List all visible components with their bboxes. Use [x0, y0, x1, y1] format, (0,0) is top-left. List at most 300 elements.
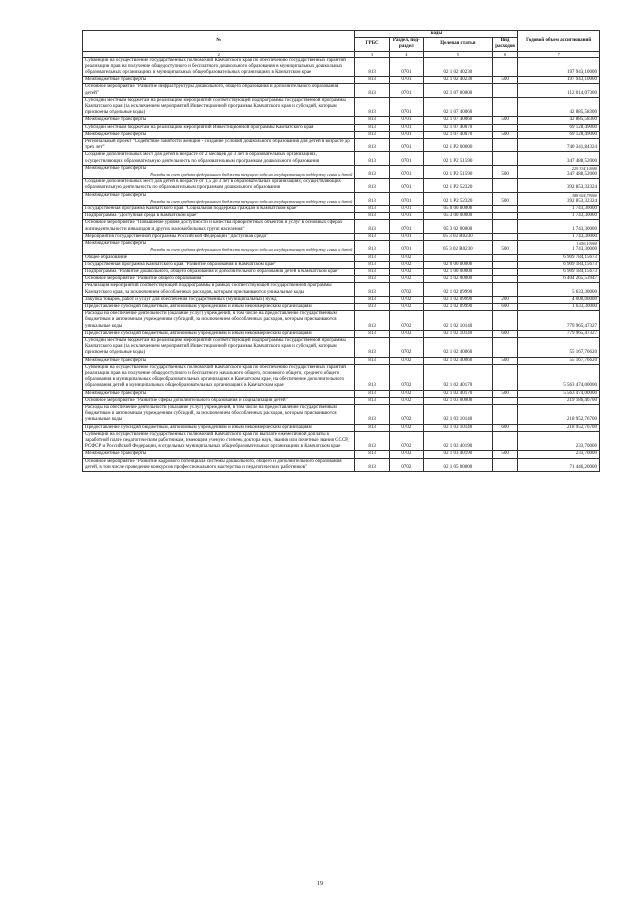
row-vid — [492, 131, 518, 138]
row-target-text: 02 1 07 40060 — [443, 117, 473, 123]
row-section — [389, 364, 423, 390]
row-name-text: Субвенции на осуществление государственных полномочий Камчатского края по обеспечению государственных гарантий реализации прав на получение общедоступного и бесплатного начального общего, основного общего, среднего общего образования в муниципальных общеобразовательных организациях в Камчатском крае, на обеспечение дополнительного образования детей в муниципальных общеобразовательных организациях в Камчатском крае — [85, 364, 346, 389]
row-section-text: 0701 — [401, 226, 412, 232]
header-section: Раздел, под-раздел — [389, 38, 423, 51]
row-vid — [492, 77, 518, 84]
row-name-text: Межбюджетные трансферты — [85, 117, 147, 123]
row-target — [424, 192, 493, 205]
row-amount — [518, 330, 600, 337]
row-amount-text: 6 909 184,15673 — [563, 261, 597, 267]
row-grbs-text: 813 — [368, 145, 376, 151]
row-name-text: Межбюджетные трансферты — [85, 357, 147, 363]
row-vid-text: 500 — [501, 131, 509, 137]
row-amount-text: 55 167,76620 — [569, 357, 597, 363]
row-name — [83, 424, 355, 431]
row-name — [83, 364, 355, 390]
row-name — [83, 397, 355, 404]
row-section-text: 0701 — [401, 117, 412, 123]
row-section — [389, 213, 423, 220]
row-target — [424, 404, 493, 424]
row-target — [424, 206, 493, 213]
row-target — [424, 276, 493, 283]
row-amount — [518, 97, 600, 117]
row-grbs-text: 813 — [368, 247, 376, 253]
row-target — [424, 431, 493, 451]
row-section-text: 0701 — [401, 70, 412, 76]
row-grbs-text: 813 — [368, 77, 376, 83]
row-amount — [518, 165, 600, 178]
row-target-text: 02 1 07 40060 — [443, 110, 473, 116]
row-grbs-text: 813 — [368, 117, 376, 123]
row-section — [389, 254, 423, 261]
row-target-text: 02 1 02 40060 — [443, 350, 473, 356]
row-vid — [492, 139, 518, 152]
row-target-text: 02 1 00 00000 — [443, 268, 473, 274]
row-grbs-text: 813 — [368, 158, 376, 164]
row-amount-text: 197 943,10000 — [567, 70, 597, 76]
row-target — [424, 311, 493, 331]
row-grbs-text: 813 — [368, 198, 376, 204]
row-vid — [492, 84, 518, 97]
row-amount — [518, 57, 600, 77]
row-amount — [518, 77, 600, 84]
row-name-text: Субвенции на осуществление государственных полномочий Камчатского края по обеспечению государственных гарантий реализации прав на получение общедоступного и бесплатного дошкольного образования в муниципальных дошкольных образовательных организациях и муниципальных общеобразовательных организациях в Камчатском крае — [85, 57, 346, 76]
header-vid: Вид расходов — [492, 38, 518, 51]
row-grbs — [355, 330, 389, 337]
row-vid-text: 600 — [501, 330, 509, 336]
table-row — [83, 283, 600, 296]
row-name-text: Субсидии местным бюджетам на реализацию мероприятий соответствующей подпрограммы государственной программы Камчатского края (за исключением мероприятий Инвестиционной программы Камчатского края и субсидий, которым присвоены отдельные коды) — [85, 97, 346, 116]
row-grbs-text: 813 — [368, 276, 376, 282]
table-row — [83, 97, 600, 117]
row-vid — [492, 296, 518, 303]
row-grbs-text: 813 — [368, 110, 376, 116]
table-row — [83, 131, 600, 138]
row-grbs-text: 813 — [368, 397, 376, 403]
row-target-text: 02 0 00 00000 — [443, 261, 473, 267]
row-target — [424, 296, 493, 303]
table-row — [83, 303, 600, 310]
row-target-text: 02 1 07 40070 — [443, 131, 473, 137]
table-row — [83, 139, 600, 152]
row-amount-text: 1 743,30000 — [572, 233, 597, 239]
row-vid-text: 500 — [501, 198, 509, 204]
table-row — [83, 213, 600, 220]
row-grbs — [355, 84, 389, 97]
row-grbs-text: 813 — [368, 90, 376, 96]
row-amount-text: 5 563 474,00000 — [563, 383, 597, 389]
row-section — [389, 404, 423, 424]
row-name-text: Мероприятия государственной программы Российской Федерации "Доступная среда" — [85, 233, 268, 239]
index-cell: 7 — [518, 51, 600, 57]
row-section-text: 0702 — [401, 464, 412, 470]
row-grbs-text: 813 — [368, 390, 376, 396]
row-amount-text: 392 853,32324 — [567, 185, 597, 191]
row-vid-text: 500 — [501, 77, 509, 83]
row-target — [424, 337, 493, 357]
row-name-text: Основное мероприятие "Повышение уровня доступности и качества приоритетных объектов и услуг в основных сферах жизнедеятельности инвалидов и других маломобильных групп населения" — [85, 220, 343, 232]
row-section-text: 0702 — [401, 330, 412, 336]
row-name — [83, 296, 355, 303]
row-amount-text: 112 014,07300 — [567, 90, 597, 96]
row-target-text: 02 1 P2 52320 — [443, 185, 473, 191]
row-vid — [492, 213, 518, 220]
row-vid — [492, 124, 518, 131]
row-name-text: Основное мероприятие "Развитие кадрового потенциала системы дошкольного, общего и дополнительного образования детей, в том числе проведение конкурсов профессионального мастерства и педагогических работников" — [85, 458, 342, 470]
row-target — [424, 220, 493, 233]
row-amount — [518, 233, 600, 240]
row-grbs-text: 813 — [368, 357, 376, 363]
row-name — [83, 283, 355, 296]
row-grbs-text: 813 — [368, 254, 376, 260]
row-target — [424, 357, 493, 364]
row-amount — [518, 311, 600, 331]
row-amount-text: 71 446,20000 — [569, 464, 597, 470]
row-target-text: 02 1 02 40060 — [443, 357, 473, 363]
row-section-text: 0702 — [401, 289, 412, 295]
row-name — [83, 254, 355, 261]
table-row — [83, 330, 600, 337]
row-amount-text: 5 563 474,00000 — [563, 390, 597, 396]
row-vid — [492, 451, 518, 458]
row-amount — [518, 84, 600, 97]
table-row — [83, 77, 600, 84]
row-note: Расходы за счет средств федерального бюджета текущего года на государственную поддержку семьи и детей — [150, 247, 353, 253]
row-amount-text: 218 952,76700 — [567, 417, 597, 423]
row-grbs — [355, 213, 389, 220]
row-target-text: 02 1 02 00000 — [443, 276, 473, 282]
row-name — [83, 117, 355, 124]
row-section-text: 0701 — [401, 77, 412, 83]
row-vid — [492, 206, 518, 213]
row-grbs — [355, 458, 389, 471]
row-name-text: Основное мероприятие "Развитие инфраструктуры дошкольного, общего образования и дополнительного образования детей" — [85, 84, 339, 96]
row-name — [83, 152, 355, 165]
row-vid — [492, 431, 518, 451]
row-vid-text: 500 — [501, 451, 509, 457]
row-grbs — [355, 404, 389, 424]
row-vid-text: 500 — [501, 172, 509, 178]
row-target-text: 05 0 00 00000 — [443, 206, 473, 212]
row-section-text: 0702 — [401, 357, 412, 363]
row-note-amount: 229 334,10000 — [571, 165, 597, 171]
row-name-text: Государственная программа Камчатского края "Социальная поддержка граждан в Камчатском крае" — [85, 206, 299, 212]
row-vid-text: 500 — [501, 247, 509, 253]
table-row — [83, 124, 600, 131]
row-target — [424, 117, 493, 124]
header-grbs: ГРБС — [355, 38, 389, 51]
row-target — [424, 84, 493, 97]
table-row — [83, 311, 600, 331]
table-row — [83, 254, 600, 261]
row-vid — [492, 165, 518, 178]
row-vid-text: 600 — [501, 303, 509, 309]
row-name — [83, 311, 355, 331]
row-name — [83, 124, 355, 131]
row-name — [83, 97, 355, 117]
table-row — [83, 431, 600, 451]
row-section — [389, 220, 423, 233]
row-section-text: 0702 — [401, 383, 412, 389]
row-section — [389, 152, 423, 165]
row-grbs — [355, 179, 389, 192]
row-amount — [518, 276, 600, 283]
row-target — [424, 233, 493, 240]
row-grbs — [355, 357, 389, 364]
row-section — [389, 268, 423, 275]
row-name — [83, 458, 355, 471]
row-target-text: 02 1 02 09990 — [443, 289, 473, 295]
row-target — [424, 390, 493, 397]
index-cell: 6 — [492, 51, 518, 57]
row-name-text: Межбюджетные трансферты — [85, 77, 147, 83]
row-section — [389, 233, 423, 240]
row-section-text: 0702 — [401, 254, 412, 260]
row-target-text: 02 1 02 40230 — [443, 70, 473, 76]
row-vid — [492, 283, 518, 296]
row-vid — [492, 337, 518, 357]
row-grbs — [355, 220, 389, 233]
row-note: Расходы за счет средств федерального бюджета текущего года на государственную поддержку семьи и детей — [150, 198, 353, 204]
row-section-text: 0701 — [401, 213, 412, 219]
table-row — [83, 364, 600, 390]
row-amount — [518, 213, 600, 220]
row-grbs-text: 813 — [368, 417, 376, 423]
row-grbs — [355, 57, 389, 77]
row-section — [389, 424, 423, 431]
row-name — [83, 431, 355, 451]
row-target — [424, 139, 493, 152]
row-section — [389, 124, 423, 131]
row-amount — [518, 283, 600, 296]
row-target — [424, 124, 493, 131]
row-section — [389, 276, 423, 283]
row-section-text: 0701 — [401, 206, 412, 212]
row-grbs-text: 813 — [368, 206, 376, 212]
table-body — [83, 57, 600, 471]
row-grbs — [355, 117, 389, 124]
row-grbs-text: 813 — [368, 226, 376, 232]
row-vid — [492, 152, 518, 165]
table-row — [83, 220, 600, 233]
row-amount-text: 347 488,52000 — [567, 172, 597, 178]
row-name-text: Предоставление субсидий бюджетным, автономным учреждениям и иным некоммерческим организациям — [85, 330, 312, 336]
row-amount-text: 6 404 265,53947 — [563, 276, 597, 282]
row-vid — [492, 117, 518, 124]
row-section-text: 0701 — [401, 198, 412, 204]
row-name — [83, 261, 355, 268]
row-section — [389, 97, 423, 117]
row-amount-text: 6 909 784,15673 — [563, 254, 597, 260]
row-target — [424, 131, 493, 138]
row-grbs — [355, 233, 389, 240]
row-grbs-text: 813 — [368, 330, 376, 336]
row-section-text: 0702 — [401, 276, 412, 282]
row-vid — [492, 192, 518, 205]
row-amount — [518, 179, 600, 192]
row-amount-text: 779 965,47327 — [567, 323, 597, 329]
row-name — [83, 57, 355, 77]
row-name-text: Межбюджетные трансферты — [85, 192, 147, 198]
row-amount — [518, 404, 600, 424]
row-name-text: Предоставление субсидий бюджетным, автономным учреждениям и иным некоммерческим организациям — [85, 424, 312, 430]
row-name-text: Общее образование — [85, 254, 127, 260]
row-vid-text: 500 — [501, 117, 509, 123]
row-section-text: 0701 — [401, 158, 412, 164]
row-grbs — [355, 424, 389, 431]
row-target-text: 02 1 02 40170 — [443, 383, 473, 389]
row-target — [424, 424, 493, 431]
row-amount — [518, 192, 600, 205]
row-name — [83, 268, 355, 275]
row-vid — [492, 179, 518, 192]
row-section-text: 0702 — [401, 451, 412, 457]
table-row — [83, 152, 600, 165]
table-row — [83, 451, 600, 458]
table-row — [83, 57, 600, 77]
table-row — [83, 261, 600, 268]
row-target — [424, 57, 493, 77]
row-target — [424, 165, 493, 178]
row-name — [83, 139, 355, 152]
row-name-text: Основное мероприятие "Развитие общего образования" — [85, 276, 204, 282]
row-amount-text: 1 743,30000 — [572, 226, 597, 232]
row-name — [83, 192, 355, 205]
row-grbs — [355, 254, 389, 261]
row-target-text: 02 1 03 40190 — [443, 451, 473, 457]
row-section-text: 0702 — [401, 417, 412, 423]
table-row — [83, 296, 600, 303]
row-vid — [492, 390, 518, 397]
row-name — [83, 179, 355, 192]
row-section — [389, 179, 423, 192]
table-row — [83, 84, 600, 97]
row-grbs — [355, 397, 389, 404]
row-section — [389, 165, 423, 178]
row-grbs-text: 813 — [368, 233, 376, 239]
table-row — [83, 165, 600, 178]
row-section-text: 0701 — [401, 124, 412, 130]
row-name — [83, 206, 355, 213]
row-name — [83, 303, 355, 310]
row-name-text: Создание дополнительных мест для детей в возрасте от 2 месяцев до 3 лет в образовательных организациях, осуществляющих образовательную деятельность по образовательным программам дошкольного образования — [85, 152, 319, 164]
row-section-text: 0702 — [401, 261, 412, 267]
row-grbs-text: 813 — [368, 383, 376, 389]
row-name — [83, 233, 355, 240]
row-name — [83, 213, 355, 220]
row-name-text: Субвенции на осуществление государственных полномочий Камчатского края по выплате ежемесячной доплаты к заработной плате педагогическим работникам, имеющим ученую степень доктора наук, звания или почетные звания СССР, РСФСР и Российской Федерации, в отдельных муниципальных общеобразовательных организациях в Камчатском крае — [85, 431, 349, 450]
row-note-amount: 1 656,10000 — [576, 241, 597, 247]
row-section — [389, 431, 423, 451]
row-vid — [492, 397, 518, 404]
row-section-text: 0702 — [401, 350, 412, 356]
row-grbs — [355, 206, 389, 213]
row-name-text: Межбюджетные трансферты — [85, 165, 147, 171]
row-section-text: 0701 — [401, 185, 412, 191]
row-section — [389, 57, 423, 77]
row-vid — [492, 97, 518, 117]
row-name-text: Межбюджетные трансферты — [85, 131, 147, 137]
row-amount-text: 197 943,10000 — [567, 77, 597, 83]
row-amount — [518, 424, 600, 431]
row-target — [424, 268, 493, 275]
row-amount-text: 219 186,46700 — [567, 397, 597, 403]
row-grbs-text: 813 — [368, 131, 376, 137]
row-section — [389, 192, 423, 205]
row-amount — [518, 220, 600, 233]
row-name-text: Государственная программа Камчатского края "Развитие образования в Камчатском крае" — [85, 261, 277, 267]
row-section — [389, 390, 423, 397]
row-section-text: 0701 — [401, 247, 412, 253]
row-grbs — [355, 261, 389, 268]
row-section — [389, 451, 423, 458]
row-target-text: 02 1 05 00000 — [443, 464, 473, 470]
row-target — [424, 364, 493, 390]
index-cell: 4 — [389, 51, 423, 57]
row-amount — [518, 337, 600, 357]
row-amount — [518, 131, 600, 138]
row-section — [389, 303, 423, 310]
table-row — [83, 192, 600, 205]
row-grbs — [355, 165, 389, 178]
row-amount — [518, 241, 600, 254]
row-amount-text: 69 128,49000 — [569, 131, 597, 137]
row-vid-text: 200 — [501, 296, 509, 302]
table-row — [83, 117, 600, 124]
header-codes: коды — [355, 31, 518, 38]
row-section-text: 0702 — [401, 296, 412, 302]
row-target-text: 02 1 07 00000 — [443, 90, 473, 96]
row-target-text: 02 1 03 40190 — [443, 444, 473, 450]
row-amount — [518, 390, 600, 397]
row-amount — [518, 254, 600, 261]
row-name-text: Реализация мероприятий соответствующей подпрограммы в рамках соответствующей государственной программы Камчатского края, за исключением обособленных расходов, которым присваиваются уникальные коды — [85, 283, 332, 295]
table-row — [83, 179, 600, 192]
table-row — [83, 233, 600, 240]
table-row — [83, 337, 600, 357]
row-name — [83, 77, 355, 84]
row-section — [389, 311, 423, 331]
row-section — [389, 241, 423, 254]
row-section — [389, 357, 423, 364]
row-grbs-text: 813 — [368, 261, 376, 267]
row-amount-text: 347 488,52000 — [567, 158, 597, 164]
row-section-text: 0702 — [401, 424, 412, 430]
row-section — [389, 206, 423, 213]
row-target-text: 02 1 02 09990 — [443, 303, 473, 309]
row-grbs-text: 813 — [368, 350, 376, 356]
index-cell: 2 — [83, 51, 355, 57]
row-amount-text: 42 885,58300 — [569, 117, 597, 123]
row-vid-text: 500 — [501, 357, 509, 363]
row-amount — [518, 458, 600, 471]
row-target-text: 02 1 07 40070 — [443, 124, 473, 130]
budget-table — [82, 30, 600, 472]
header-num: № — [83, 31, 355, 52]
row-grbs — [355, 337, 389, 357]
row-vid — [492, 303, 518, 310]
row-grbs-text: 813 — [368, 444, 376, 450]
row-target-text: 02 1 02 40170 — [443, 390, 473, 396]
row-vid — [492, 330, 518, 337]
row-amount-text: 392 853,32324 — [567, 198, 597, 204]
row-section — [389, 337, 423, 357]
row-grbs-text: 813 — [368, 464, 376, 470]
row-target-text: 05 3 00 00000 — [443, 213, 473, 219]
row-vid-text: 600 — [501, 424, 509, 430]
row-name-text: Подпрограмма "Развитие дошкольного, общего образования и дополнительного образования детей в Камчатском крае" — [85, 268, 340, 274]
row-grbs — [355, 192, 389, 205]
